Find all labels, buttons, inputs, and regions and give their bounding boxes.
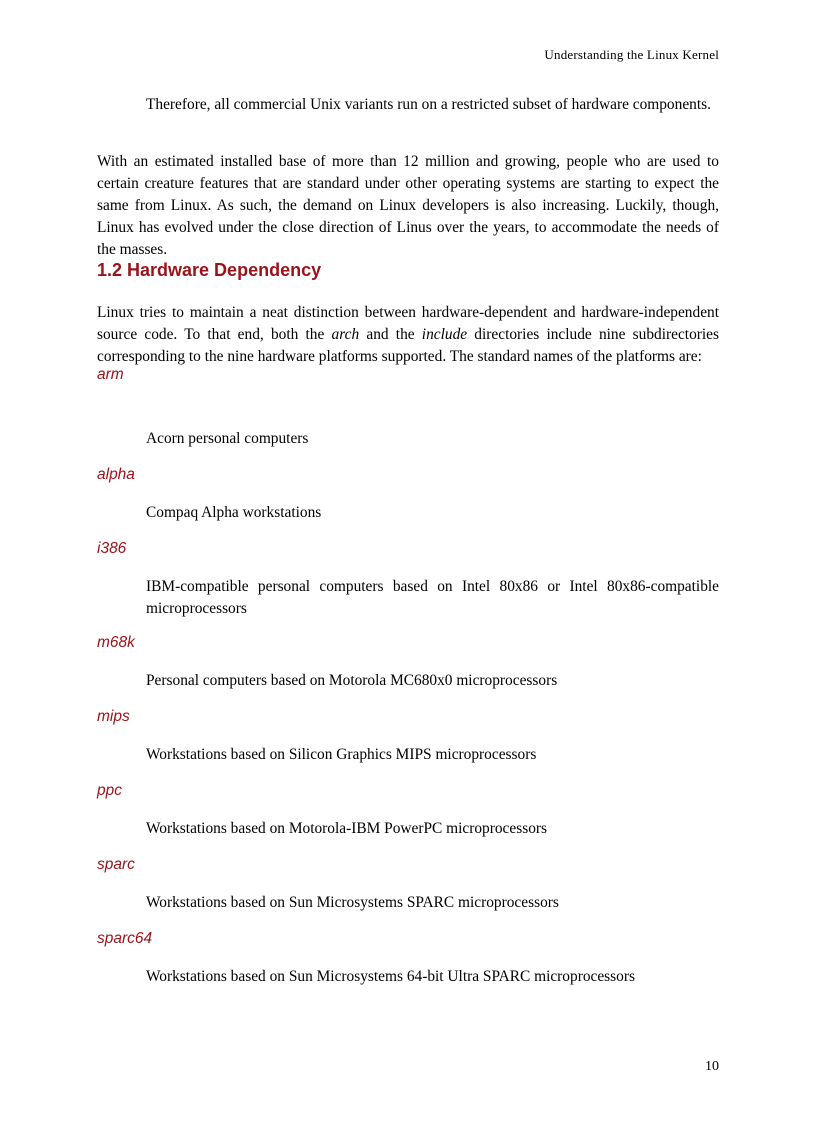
paragraph2-text-1: Linux tries to maintain a neat distinction between hardware-dependent and hardware-independent source code. To that end, both the <box>97 304 719 343</box>
platform-term-m68k: m68k <box>97 634 135 651</box>
platform-desc-sparc: Workstations based on Sun Microsystems SPARC microprocessors <box>146 894 559 911</box>
platform-desc-alpha: Compaq Alpha workstations <box>146 504 322 521</box>
body-paragraph-1: With an estimated installed base of more than 12 million and growing, people who are used to certain creature features that are standard under other operating systems are starting to expect the same from Linux. As such, the demand on Linux developers is also increasing. Luckily, though, Linux has evolved under the close direction of Linus over the years, to accommodate the needs of the masses. <box>97 153 719 258</box>
intro-paragraph: Therefore, all commercial Unix variants run on a restricted subset of hardware components. <box>146 96 711 113</box>
platform-term-sparc: sparc <box>97 856 135 873</box>
platform-desc-mips: Workstations based on Silicon Graphics MIPS microprocessors <box>146 746 537 763</box>
body-paragraph-2 <box>97 302 719 368</box>
platform-term-sparc64: sparc64 <box>97 930 153 947</box>
paragraph2-text-3: directories include nine subdirectories corresponding to the nine hardware platforms supported. The standard names of the platforms are: <box>97 326 719 365</box>
platform-desc-arm: Acorn personal computers <box>146 430 309 447</box>
platform-term-ppc: ppc <box>97 782 122 799</box>
platform-desc-sparc64: Workstations based on Sun Microsystems 64-bit Ultra SPARC microprocessors <box>146 968 635 985</box>
platform-term-arm: arm <box>97 366 124 383</box>
platform-desc-i386: IBM-compatible personal computers based on Intel 80x86 or Intel 80x86-compatible microprocessors <box>146 578 719 617</box>
paragraph2-text-2: and the <box>359 326 422 343</box>
platform-term-alpha: alpha <box>97 466 135 483</box>
page-number: 10 <box>705 1059 719 1074</box>
platform-desc-m68k: Personal computers based on Motorola MC680x0 microprocessors <box>146 672 558 689</box>
include-term: include <box>421 326 468 343</box>
platform-term-mips: mips <box>97 708 130 725</box>
section-heading: 1.2 Hardware Dependency <box>97 260 322 280</box>
running-header: Understanding the Linux Kernel <box>544 47 719 62</box>
platform-desc-ppc: Workstations based on Motorola-IBM PowerPC microprocessors <box>146 820 548 837</box>
arch-term: arch <box>331 326 360 343</box>
platform-term-i386: i386 <box>97 540 127 557</box>
